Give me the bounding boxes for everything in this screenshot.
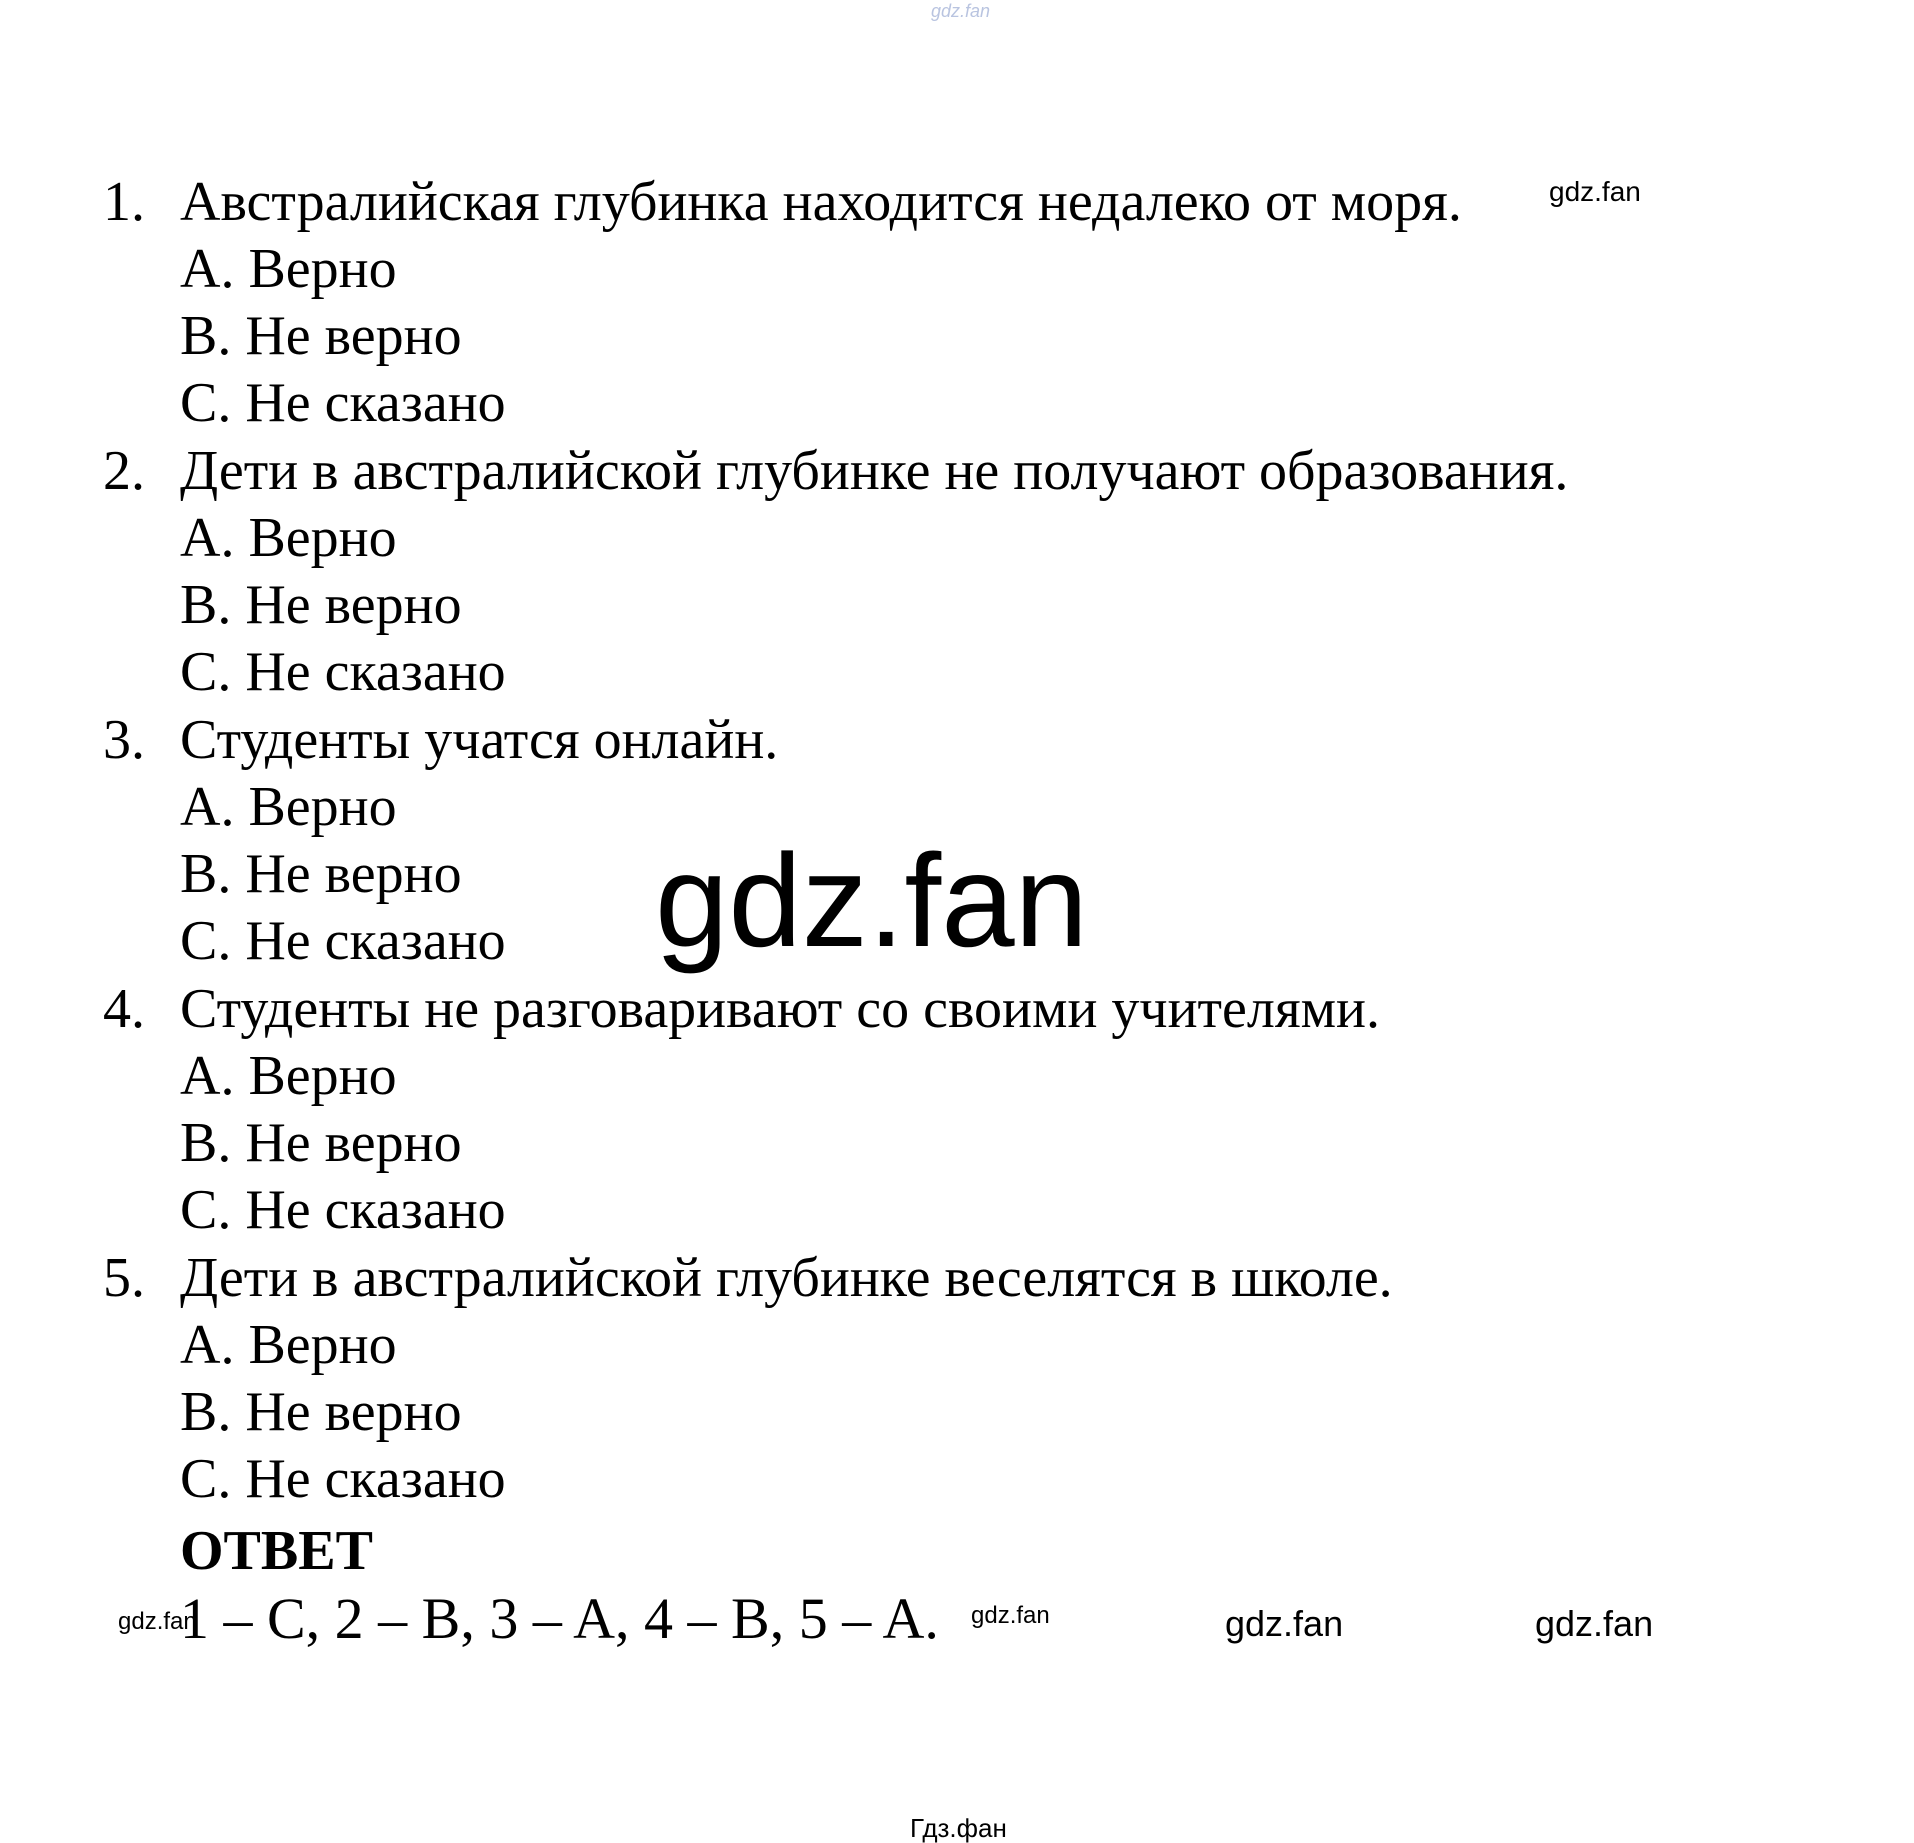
question-number: 5.: [103, 1247, 145, 1309]
answer-heading: ОТВЕТ: [180, 1520, 373, 1582]
option-b: B. Не верно: [180, 574, 462, 636]
option-b: B. Не верно: [180, 1112, 462, 1174]
question-number: 2.: [103, 440, 145, 502]
answer-text: 1 – C, 2 – B, 3 – A, 4 – B, 5 – A.: [180, 1586, 939, 1651]
watermark-answer-left: gdz.fan: [118, 1608, 197, 1635]
watermark-top: gdz.fan: [931, 1, 991, 21]
watermark-q1-end: gdz.fan: [1549, 176, 1641, 207]
option-a: A. Верно: [180, 1314, 397, 1376]
watermark-answer-mid: gdz.fan: [971, 1602, 1050, 1629]
option-b: B. Не верно: [180, 1381, 462, 1443]
question-text: Студенты учатся онлайн.: [180, 709, 779, 771]
question-text: Дети в австралийской глубинке не получают образования.: [180, 440, 1569, 502]
option-c: C. Не сказано: [180, 910, 506, 972]
option-a: A. Верно: [180, 507, 397, 569]
watermark-center: gdz.fan: [655, 827, 1088, 974]
option-c: C. Не сказано: [180, 1448, 506, 1510]
option-b: B. Не верно: [180, 843, 462, 905]
option-c: C. Не сказано: [180, 372, 506, 434]
question-number: 3.: [103, 709, 145, 771]
watermark-answer-right-2: gdz.fan: [1535, 1603, 1654, 1644]
option-a: A. Верно: [180, 238, 397, 300]
option-c: C. Не сказано: [180, 641, 506, 703]
option-c: C. Не сказано: [180, 1179, 506, 1241]
question-text: Австралийская глубинка находится недалеко от моря.: [180, 171, 1462, 233]
question-text: Студенты не разговаривают со своими учителями.: [180, 978, 1380, 1040]
option-a: A. Верно: [180, 776, 397, 838]
option-b: B. Не верно: [180, 305, 462, 367]
option-a: A. Верно: [180, 1045, 397, 1107]
watermark-bottom: Гдз.фан: [910, 1813, 1007, 1843]
question-text: Дети в австралийской глубинке веселятся в школе.: [180, 1247, 1393, 1309]
question-number: 1.: [103, 171, 145, 233]
question-number: 4.: [103, 978, 145, 1040]
watermark-answer-right-1: gdz.fan: [1225, 1603, 1344, 1644]
